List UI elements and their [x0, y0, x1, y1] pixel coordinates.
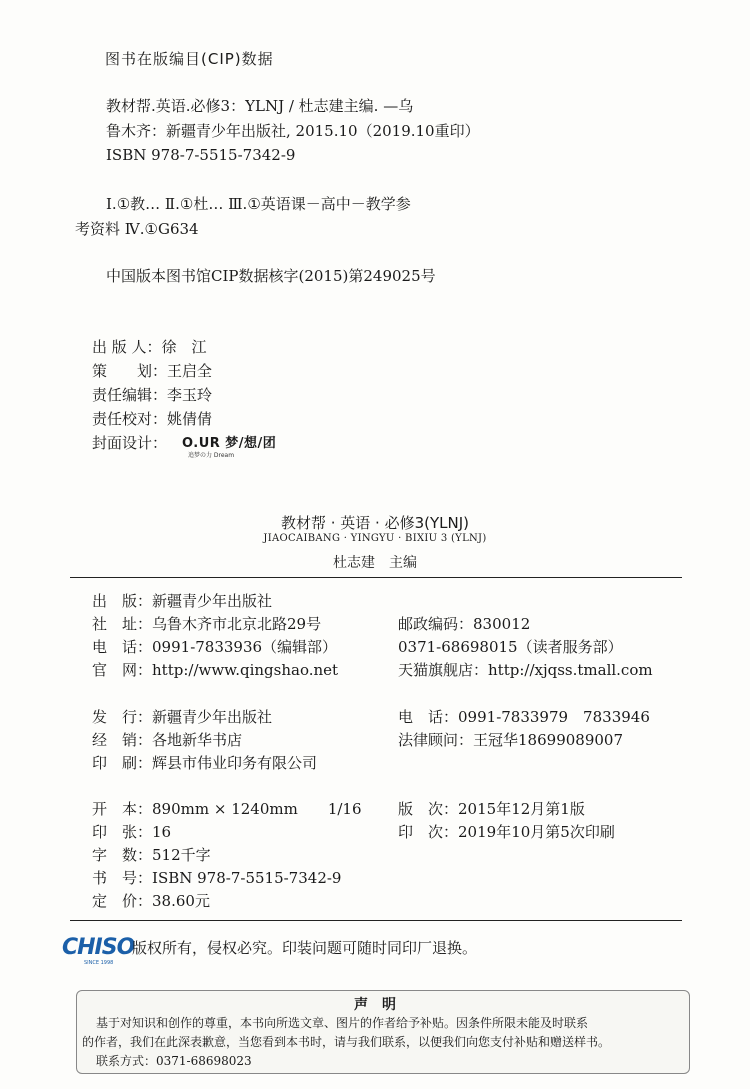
spec-edition — [398, 798, 585, 819]
pub-label: 电 话： — [92, 638, 153, 656]
book-title: 教材帮 · 英语 · 必修3(YLNJ) — [280, 514, 470, 532]
dist-seller — [92, 729, 242, 750]
spec-printing — [398, 821, 615, 842]
staff-label: 责任校对： — [92, 410, 168, 428]
spec-sheets — [92, 821, 171, 842]
dist-label: 发 行： — [92, 708, 153, 726]
staff-proofreader — [92, 408, 212, 429]
pub-label: 社 址： — [92, 615, 153, 633]
pub-value[interactable]: http://xjqss.tmall.com — [488, 661, 653, 679]
cip-class-1: Ⅰ.①教… Ⅱ.①杜… Ⅲ.①英语课－高中－教学参 — [106, 195, 411, 213]
dist-issuer — [92, 706, 272, 727]
dist-printer — [92, 752, 317, 773]
spec-isbn — [92, 867, 341, 888]
designer-logo — [182, 432, 276, 459]
statement-line-2: 的作者，我们在此深表歉意，当您看到本书时，请与我们联系，以便我们向您支付补贴和赠送样书。 — [82, 1035, 611, 1049]
cip-line-2: 鲁木齐：新疆青少年出版社, 2015.10（2019.10重印） — [106, 122, 480, 140]
pub-label: 邮政编码： — [398, 615, 474, 633]
pub-postcode — [398, 613, 530, 634]
cip-line-1: 教材帮.英语.必修3：YLNJ / 杜志建主编. —乌 — [106, 97, 414, 115]
spec-value: 16 — [152, 823, 172, 841]
spec-price — [92, 890, 210, 911]
dist-label: 经 销： — [92, 731, 153, 749]
spec-label: 书 号： — [92, 869, 153, 887]
spec-value: 2015年12月第1版 — [458, 800, 585, 818]
spec-wordcount — [92, 844, 211, 865]
spec-label: 开 本： — [92, 800, 153, 818]
pub-tmall — [398, 659, 653, 680]
dist-label: 电 话： — [398, 708, 459, 726]
dist-value: 王冠华18699089007 — [473, 731, 623, 749]
spec-value: 890mm × 1240mm 1/16 — [152, 800, 362, 818]
pub-value: 0371-68698015（读者服务部） — [398, 638, 623, 656]
cip-isbn: ISBN 978-7-5515-7342-9 — [106, 146, 296, 164]
dist-label: 印 刷： — [92, 754, 153, 772]
designer-logo-sub: 追梦の力 Dream — [188, 452, 235, 459]
pub-value: 乌鲁木齐市北京北路29号 — [152, 615, 322, 633]
statement-contact: 联系方式：0371-68698023 — [96, 1054, 252, 1068]
dist-value: 0991-7833979 7833946 — [458, 708, 650, 726]
pub-label: 出 版： — [92, 592, 153, 610]
spec-value: 2019年10月第5次印刷 — [458, 823, 615, 841]
staff-value: 姚倩倩 — [167, 410, 213, 428]
designer-logo-main: O.UR 梦/想/团 — [182, 436, 277, 451]
copyright-notice: 版权所有，侵权必究。印装问题可随时同印厂退换。 — [132, 939, 478, 957]
cip-class-2: 考资料 Ⅳ.①G634 — [75, 220, 199, 238]
staff-value: 王启全 — [167, 362, 213, 380]
pub-phone — [92, 636, 337, 657]
pub-value: 0991-7833936（编辑部） — [152, 638, 338, 656]
spec-label: 定 价： — [92, 892, 153, 910]
staff-cover-design — [92, 432, 167, 453]
book-editor: 杜志建 主编 — [333, 555, 417, 571]
statement-title: 声 明 — [354, 997, 396, 1013]
pub-website — [92, 659, 338, 680]
staff-label: 封面设计： — [92, 434, 168, 452]
staff-planner — [92, 360, 212, 381]
staff-label: 责任编辑： — [92, 386, 168, 404]
cip-title: 图书在版编目(CIP)数据 — [105, 50, 274, 68]
staff-value: 徐 江 — [161, 338, 207, 356]
pub-label: 官 网： — [92, 661, 153, 679]
dist-value: 新疆青少年出版社 — [152, 708, 273, 726]
dist-value: 各地新华书店 — [152, 731, 243, 749]
cip-number: 中国版本图书馆CIP数据核字(2015)第249025号 — [106, 267, 436, 285]
statement-line-1: 基于对知识和创作的尊重，本书向所选文章、图片的作者给予补贴。因条件所限未能及时联系 — [96, 1016, 589, 1030]
spec-value: ISBN 978-7-5515-7342-9 — [152, 869, 342, 887]
pub-value[interactable]: http://www.qingshao.net — [152, 661, 339, 679]
pub-publisher — [92, 590, 272, 611]
pub-reader-service — [398, 636, 623, 657]
pub-address — [92, 613, 321, 634]
spec-value: 512千字 — [152, 846, 211, 864]
staff-value: 李玉玲 — [167, 386, 213, 404]
pub-value: 新疆青少年出版社 — [152, 592, 273, 610]
spec-format — [92, 798, 362, 819]
dist-value: 辉县市伟业印务有限公司 — [152, 754, 318, 772]
staff-label: 策 划： — [92, 362, 168, 380]
pub-label: 天猫旗舰店： — [398, 661, 489, 679]
spec-label: 版 次： — [398, 800, 459, 818]
staff-publisher — [92, 336, 207, 357]
dist-label: 法律顾问： — [398, 731, 474, 749]
pub-value: 830012 — [473, 615, 531, 633]
book-title-pinyin: JIAOCAIBANG · YINGYU · BIXIU 3 (YLNJ) — [263, 533, 487, 544]
dist-phone — [398, 706, 650, 727]
spec-label: 字 数： — [92, 846, 153, 864]
spec-label: 印 张： — [92, 823, 153, 841]
chiso-logo-sub: SINCE 1998 — [84, 960, 114, 966]
staff-editor — [92, 384, 212, 405]
dist-legal — [398, 729, 623, 750]
spec-label: 印 次： — [398, 823, 459, 841]
divider-top — [70, 577, 682, 578]
spec-value: 38.60元 — [152, 892, 210, 910]
divider-bottom — [70, 920, 682, 921]
chiso-logo: CHISO — [62, 935, 135, 960]
staff-label: 出 版 人： — [92, 338, 162, 356]
